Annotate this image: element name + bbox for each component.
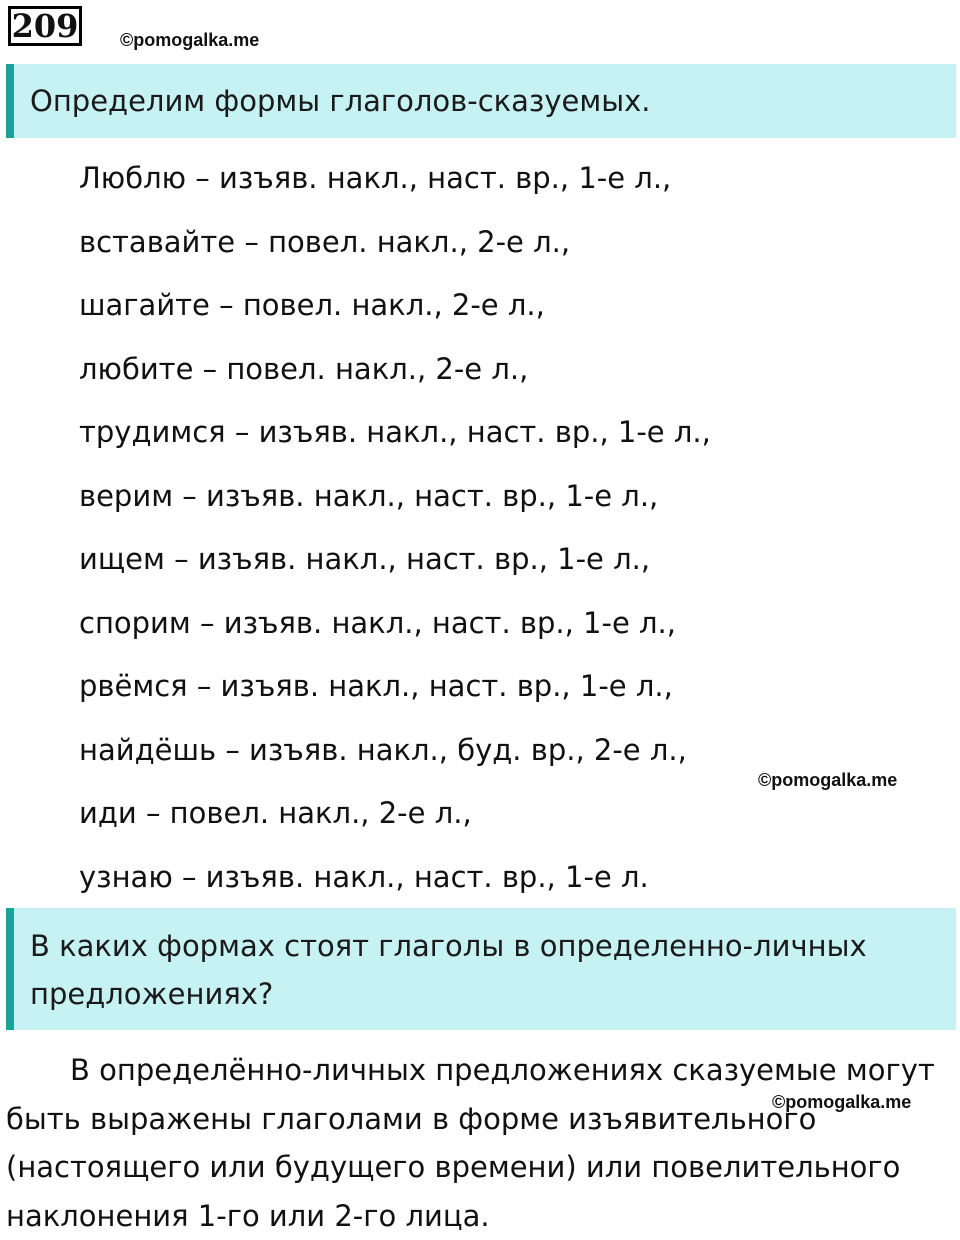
list-item: шагайте – повел. накл., 2-е л., xyxy=(79,288,545,322)
section-heading-question xyxy=(6,908,956,1030)
watermark-bottom: ©pomogalka.me xyxy=(772,1092,912,1112)
list-item: рвёмся – изъяв. накл., наст. вр., 1-е л., xyxy=(79,669,673,703)
list-item: узнаю – изъяв. накл., наст. вр., 1-е л. xyxy=(79,859,649,894)
list-item: Люблю – изъяв. накл., наст. вр., 1-е л., xyxy=(79,161,672,195)
task-number: 209 xyxy=(8,6,82,46)
watermark-top: ©pomogalka.me xyxy=(120,30,260,50)
list-item: иди – повел. накл., 2-е л., xyxy=(79,796,472,830)
list-item: верим – изъяв. накл., наст. вр., 1-е л., xyxy=(79,478,659,513)
list-item: найдёшь – изъяв. накл., буд. вр., 2-е л., xyxy=(79,732,687,767)
verb-forms-list xyxy=(79,147,711,909)
list-item: вставайте – повел. накл., 2-е л., xyxy=(79,224,571,259)
list-item: спорим – изъяв. накл., наст. вр., 1-е л., xyxy=(79,605,676,640)
section-heading-question-text: В каких формах стоят глаголы в определенно-личных предложениях? xyxy=(30,929,867,1011)
section-heading-forms xyxy=(6,64,956,138)
section-heading-forms-text: Определим формы глаголов-сказуемых. xyxy=(30,84,651,118)
answer-paragraph: В определённо-личных предложениях сказуемые могут быть выражены глаголами в форме изъявительного (настоящего или будущего времени) или повелительного наклонения 1-го или 2-го лица. xyxy=(6,1053,935,1233)
watermark-middle: ©pomogalka.me xyxy=(758,770,898,790)
list-item: трудимся – изъяв. накл., наст. вр., 1-е л., xyxy=(79,415,711,449)
list-item: ищем – изъяв. накл., наст. вр., 1-е л., xyxy=(79,542,651,576)
list-item: любите – повел. накл., 2-е л., xyxy=(79,351,529,386)
